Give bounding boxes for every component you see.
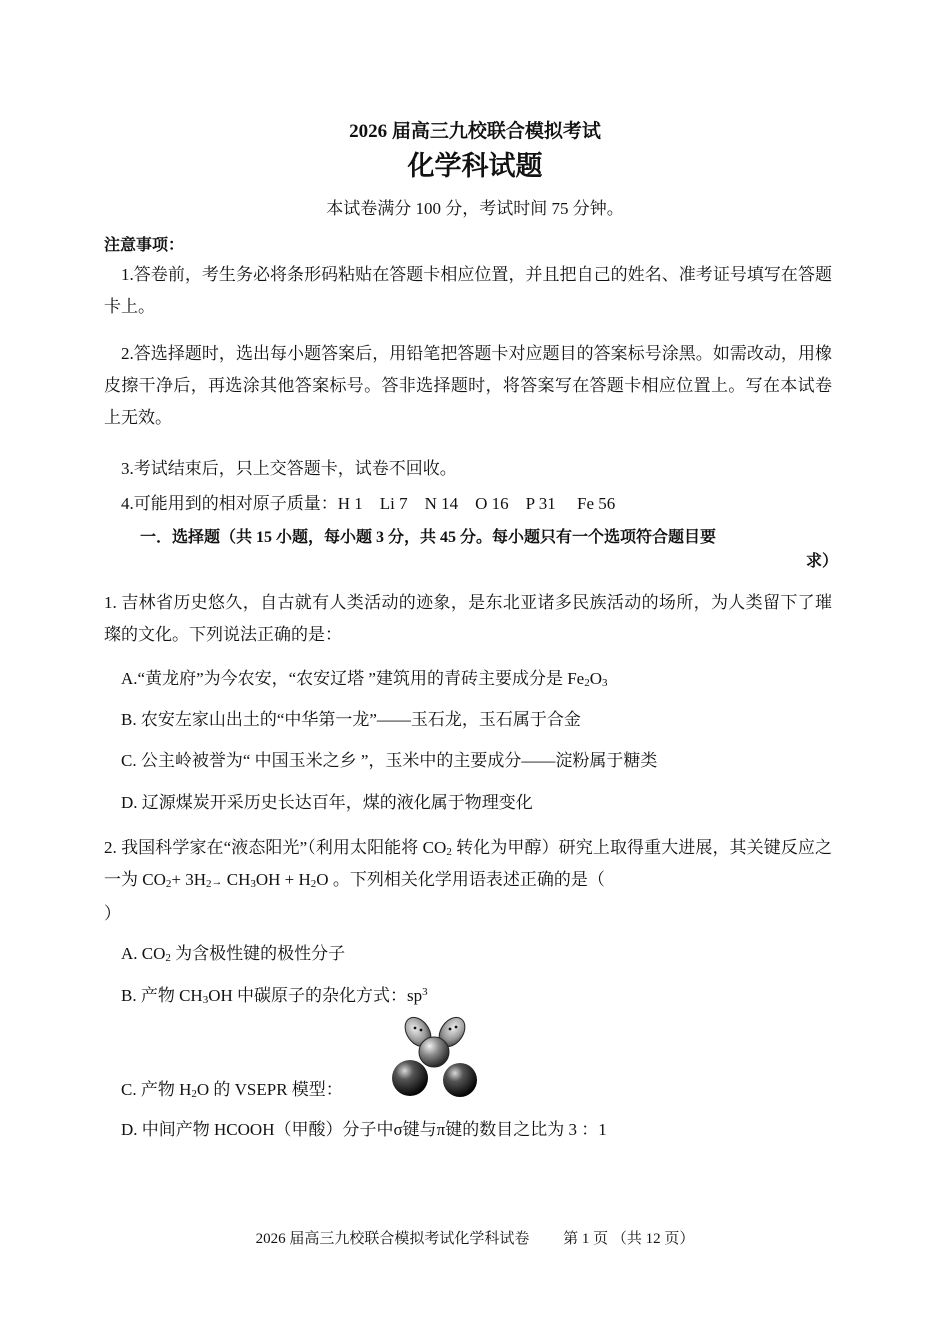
exam-info: 本试卷满分 100 分，考试时间 75 分钟。 — [326, 199, 624, 218]
exam-title: 2026 届高三九校联合模拟考试 — [349, 121, 601, 142]
notice-item-2: 2.答选择题时，选出每小题答案后，用铅笔把答题卡对应题目的答案标号涂黑。如需改动，用橡皮擦干净后，再选涂其他答案标号。答非选择题时，将答案写在答题卡相应位置上。写在本试卷上无效。 — [104, 344, 832, 427]
question-2-option-b: B. 产物 $CH_3OH$ 中碳原子的杂化方式：$sp^3$ — [121, 986, 428, 1006]
notice-heading: 注意事项： — [104, 237, 185, 254]
notice-item-1: 1.答卷前，考生务必将条形码粘贴在答题卡相应位置，并且把自己的姓名、准考证号填写在答题卡上。 — [104, 265, 832, 316]
subject-title: 化学科试题 — [407, 151, 543, 182]
question-1-option-c: C. 公主岭被誉为“ 中国玉米之乡 ”，玉米中的主要成分——淀粉属于糖类 — [121, 751, 658, 770]
question-1-option-d: D. 辽源煤炭开采历史长达百年，煤的液化属于物理变化 — [121, 793, 533, 812]
question-2-stem: 2. 我国科学家在“液态阳光”（利用太阳能将 $CO_2$ 转化为甲醇）研究上取得重大进展，其关键反应之一为 $CO_2+ 3H_2\to CH_3OH + H_2O$ 。下列相关化学用语表述正确的是（ ） — [104, 838, 832, 923]
page-footer: 2026 届高三九校联合模拟考试化学科试卷 第 1 页 （共 12 页） — [255, 1231, 695, 1247]
question-1-stem: 1. 吉林省历史悠久，自古就有人类活动的迹象，是东北亚诸多民族活动的场所，为人类留下了璀璨的文化。下列说法正确的是： — [104, 593, 832, 644]
question-2-option-c: C. 产物 $H_2O$ 的 VSEPR 模型： — [121, 1080, 343, 1100]
section-heading: 一．选择题（共 15 小题，每小题 3 分，共 45 分。每小题只有一个选项符合题目要 求） — [140, 529, 838, 570]
question-2-option-d: D. 中间产物 HCOOH（甲酸）分子中σ键与π键的数目之比为 3 ：1 — [121, 1120, 607, 1139]
notice-item-4: 4.可能用到的相对原子质量：H 1 Li 7 N 14 O 16 P 31 Fe 56 — [121, 494, 616, 513]
water-vsepr-model-image — [388, 1014, 480, 1100]
question-1-option-b: B. 农安左家山出土的“中华第一龙”——玉石龙，玉石属于合金 — [121, 710, 581, 729]
question-1-option-a: A.“黄龙府”为今农安，“农安辽塔 ”建筑用的青砖主要成分是 $Fe_2O_3$ — [121, 669, 608, 689]
question-2-option-a: A. $CO_2$ 为含极性键的极性分子 — [121, 944, 346, 964]
notice-item-3: 3.考试结束后，只上交答题卡，试卷不回收。 — [121, 459, 457, 478]
